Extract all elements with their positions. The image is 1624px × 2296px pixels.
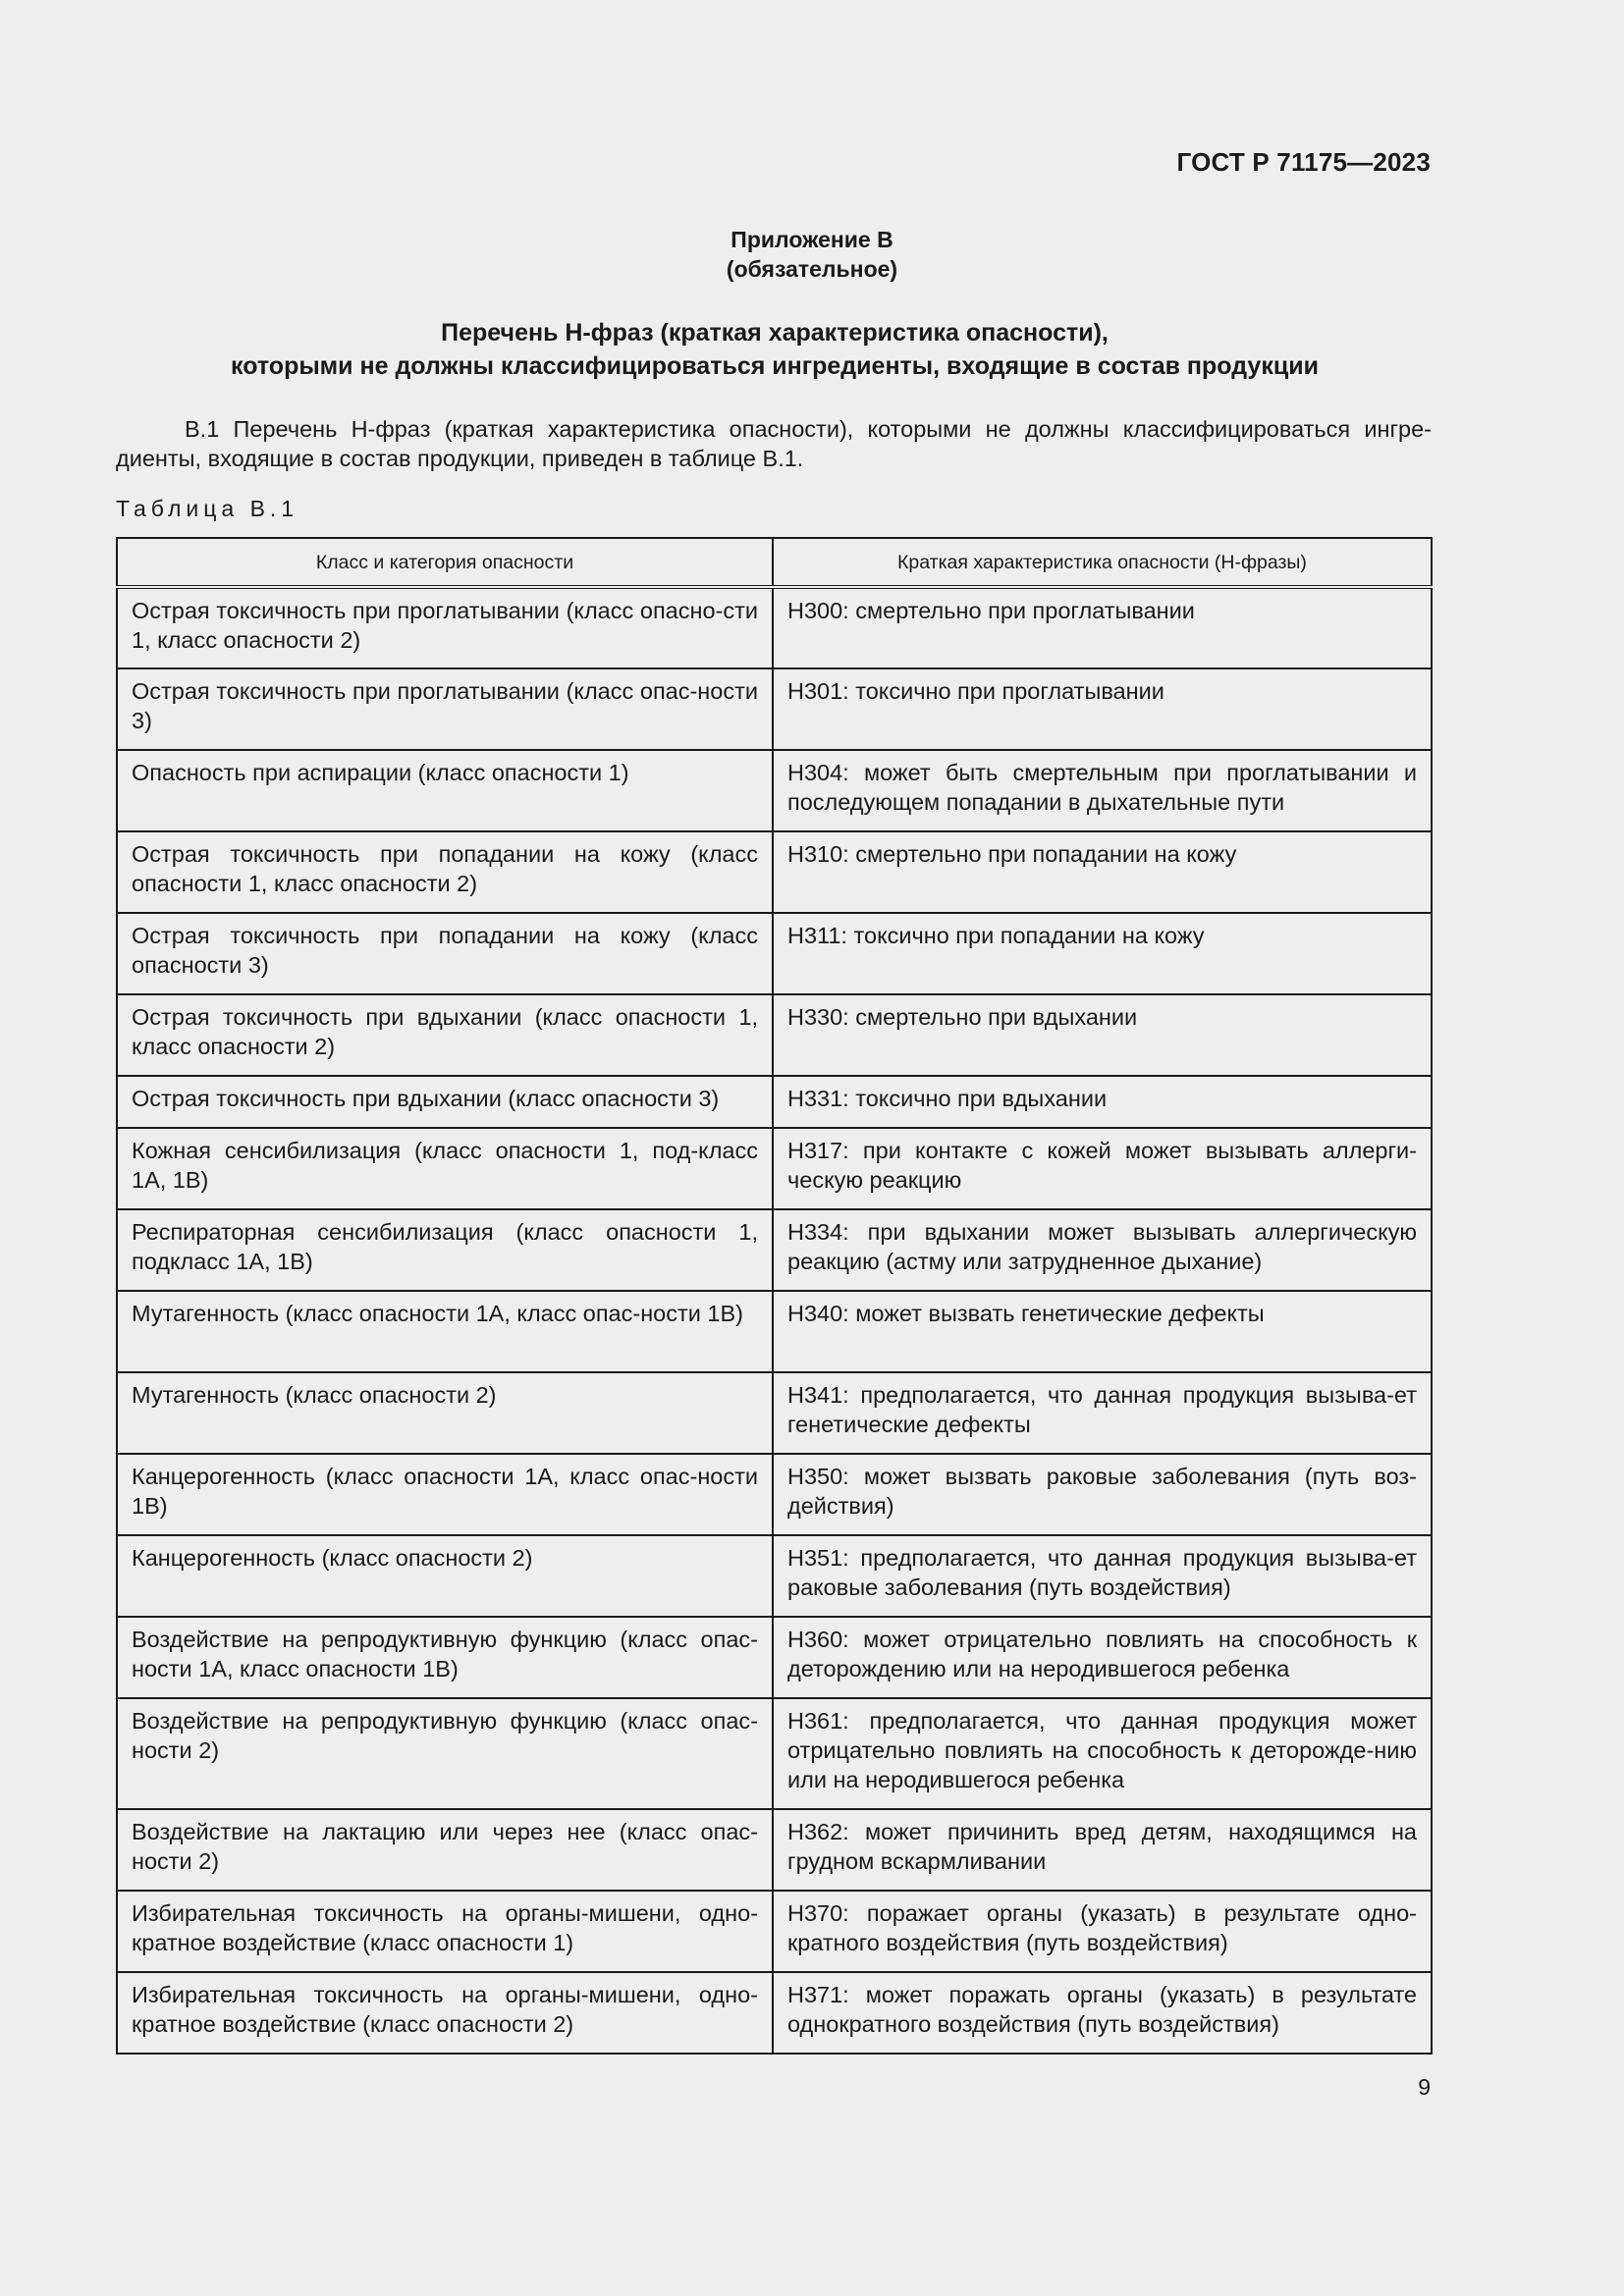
table-row bbox=[117, 913, 1432, 994]
h-phrase-cell: H317: при контакте с кожей может вызывать аллерги-ческую реакцию bbox=[773, 1128, 1432, 1209]
h-phrase-cell: H311: токсично при попадании на кожу bbox=[773, 913, 1432, 994]
hazard-class-cell: Мутагенность (класс опасности 2) bbox=[117, 1372, 773, 1454]
table-row bbox=[117, 994, 1432, 1076]
table-row bbox=[117, 1372, 1432, 1454]
table-row bbox=[117, 831, 1432, 913]
table-row bbox=[117, 1128, 1432, 1209]
section-title-line-2: которыми не должны классифицироваться ингредиенты, входящие в состав продукции bbox=[231, 352, 1319, 380]
table-row bbox=[117, 1891, 1432, 1972]
h-phrase-cell: H331: токсично при вдыхании bbox=[773, 1076, 1432, 1128]
h-phrase-cell: H351: предполагается, что данная продукция вызыва-ет раковые заболевания (путь воздействия) bbox=[773, 1535, 1432, 1617]
table-caption: Таблица В.1 bbox=[116, 496, 299, 521]
hazard-class-cell: Острая токсичность при попадании на кожу (класс опасности 1, класс опасности 2) bbox=[117, 831, 773, 913]
hazard-class-cell: Воздействие на репродуктивную функцию (класс опас-ности 1А, класс опасности 1В) bbox=[117, 1617, 773, 1698]
table-row bbox=[117, 1698, 1432, 1809]
h-phrase-cell: H301: токсично при проглатывании bbox=[773, 668, 1432, 750]
hazard-class-cell: Избирательная токсичность на органы-мишени, одно-кратное воздействие (класс опасности 1) bbox=[117, 1891, 773, 1972]
table-row bbox=[117, 1535, 1432, 1617]
annex-title: Приложение В bbox=[731, 227, 893, 252]
hazard-class-cell: Канцерогенность (класс опасности 1А, класс опас-ности 1В) bbox=[117, 1454, 773, 1535]
table-row bbox=[117, 1291, 1432, 1372]
intro-paragraph bbox=[116, 414, 1432, 473]
table-row bbox=[117, 750, 1432, 831]
h-phrase-cell: H310: смертельно при попадании на кожу bbox=[773, 831, 1432, 913]
h-phrase-cell: H360: может отрицательно повлиять на способность к деторождению или на неродившегося ребенка bbox=[773, 1617, 1432, 1698]
hazard-class-cell: Избирательная токсичность на органы-мишени, одно-кратное воздействие (класс опасности 2) bbox=[117, 1972, 773, 2054]
h-phrase-cell: H370: поражает органы (указать) в результате одно-кратного воздействия (путь воздействия) bbox=[773, 1891, 1432, 1972]
hazard-class-cell: Опасность при аспирации (класс опасности 1) bbox=[117, 750, 773, 831]
column-header-h-phrase: Краткая характеристика опасности (Н-фразы) bbox=[773, 538, 1432, 587]
h-phrase-cell: H300: смертельно при проглатывании bbox=[773, 587, 1432, 668]
intro-line-2: диенты, входящие в состав продукции, приведен в таблице В.1. bbox=[116, 446, 804, 471]
document-code: ГОСТ Р 71175—2023 bbox=[1176, 147, 1431, 177]
column-header-hazard-class: Класс и категория опасности bbox=[117, 538, 773, 587]
table-row bbox=[117, 1809, 1432, 1891]
hazard-class-cell: Острая токсичность при проглатывании (класс опас-ности 3) bbox=[117, 668, 773, 750]
h-phrase-cell: H371: может поражать органы (указать) в результате однократного воздействия (путь воздействия) bbox=[773, 1972, 1432, 2054]
table-row bbox=[117, 1972, 1432, 2054]
hazard-table bbox=[116, 537, 1433, 2055]
table-row bbox=[117, 1076, 1432, 1128]
table-row bbox=[117, 1454, 1432, 1535]
hazard-class-cell: Острая токсичность при вдыхании (класс опасности 1, класс опасности 2) bbox=[117, 994, 773, 1076]
table-row bbox=[117, 1617, 1432, 1698]
h-phrase-cell: H304: может быть смертельным при проглатывании и последующем попадании в дыхательные пути bbox=[773, 750, 1432, 831]
hazard-class-cell: Воздействие на лактацию или через нее (класс опас-ности 2) bbox=[117, 1809, 773, 1891]
intro-line-1: В.1 Перечень Н-фраз (краткая характеристика опасности), которыми не должны классифицироваться ингре- bbox=[185, 416, 1432, 442]
hazard-class-cell: Кожная сенсибилизация (класс опасности 1, под-класс 1А, 1В) bbox=[117, 1128, 773, 1209]
hazard-class-cell: Острая токсичность при попадании на кожу (класс опасности 3) bbox=[117, 913, 773, 994]
hazard-class-cell: Острая токсичность при вдыхании (класс опасности 3) bbox=[117, 1076, 773, 1128]
h-phrase-cell: H334: при вдыхании может вызывать аллергическую реакцию (астму или затрудненное дыхание) bbox=[773, 1209, 1432, 1291]
h-phrase-cell: H340: может вызвать генетические дефекты bbox=[773, 1291, 1432, 1372]
h-phrase-cell: H330: смертельно при вдыхании bbox=[773, 994, 1432, 1076]
h-phrase-cell: H350: может вызвать раковые заболевания (путь воз-действия) bbox=[773, 1454, 1432, 1535]
hazard-class-cell: Респираторная сенсибилизация (класс опасности 1, подкласс 1А, 1В) bbox=[117, 1209, 773, 1291]
table-body bbox=[117, 587, 1432, 2054]
table-row bbox=[117, 668, 1432, 750]
h-phrase-cell: H361: предполагается, что данная продукция может отрицательно повлиять на способность к деторожде-нию или на неродившегося ребенка bbox=[773, 1698, 1432, 1809]
hazard-class-cell: Канцерогенность (класс опасности 2) bbox=[117, 1535, 773, 1617]
h-phrase-cell: H341: предполагается, что данная продукция вызыва-ет генетические дефекты bbox=[773, 1372, 1432, 1454]
annex-status: (обязательное) bbox=[726, 256, 898, 282]
hazard-class-cell: Мутагенность (класс опасности 1А, класс опас-ности 1В) bbox=[117, 1291, 773, 1372]
hazard-class-cell: Воздействие на репродуктивную функцию (класс опас-ности 2) bbox=[117, 1698, 773, 1809]
page-number: 9 bbox=[1418, 2074, 1431, 2100]
table-header-row bbox=[117, 538, 1432, 587]
section-title bbox=[118, 316, 1432, 383]
table-row bbox=[117, 1209, 1432, 1291]
h-phrase-cell: H362: может причинить вред детям, находящимся на грудном вскармливании bbox=[773, 1809, 1432, 1891]
section-title-line-1: Перечень Н-фраз (краткая характеристика опасности), bbox=[441, 319, 1109, 347]
hazard-class-cell: Острая токсичность при проглатывании (класс опасно-сти 1, класс опасности 2) bbox=[117, 587, 773, 668]
table-row bbox=[117, 587, 1432, 668]
